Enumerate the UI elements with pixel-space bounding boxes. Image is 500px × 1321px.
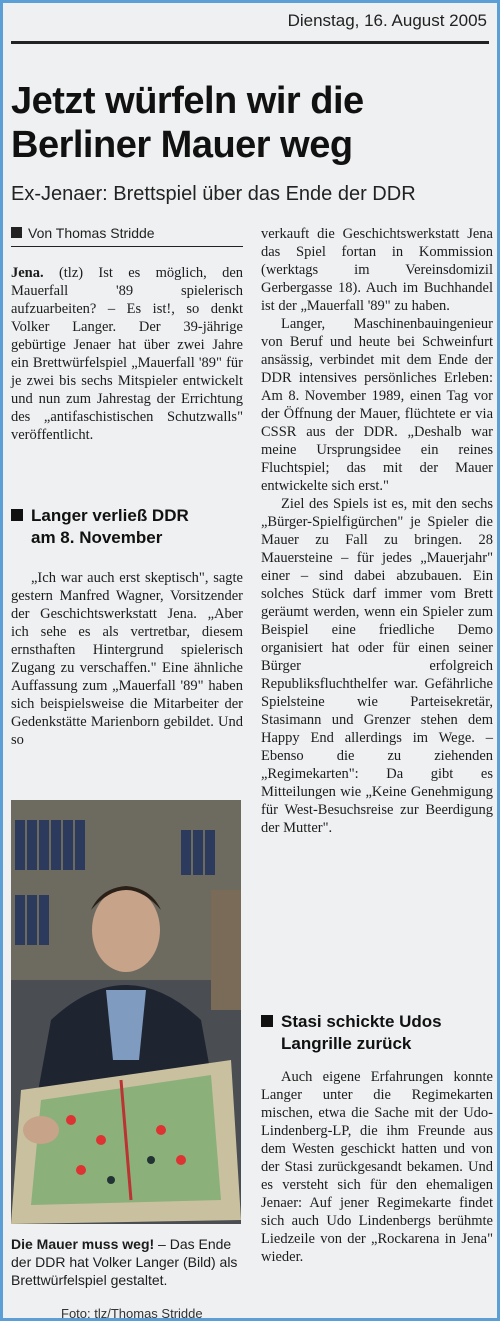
subheading-1-line-1: Langer verließ DDR bbox=[31, 506, 189, 525]
column-2-paragraph-4: Auch eigene Erfahrungen konnte Langer unter die Regimekarten mischen, etwa die Sache mit der Udo-Lindenberg-LP, die ihm Freunde aus dem Westen geschickt hatten und von der Stasi zurückgesandt bekamen. Und es versteht sich für den ehemaligen Jenaer: Auf jener Regimekarte findet sich auch Udo Lindenbergs berühmte Liedzeile von der „Rockarena in Jena" wieder. bbox=[261, 1069, 493, 1265]
subheading-1 bbox=[11, 505, 241, 549]
article-photo bbox=[11, 800, 241, 1224]
subheading-2 bbox=[261, 1011, 491, 1055]
header-rule bbox=[11, 41, 489, 44]
photo-illustration bbox=[11, 800, 241, 1224]
byline-rule bbox=[11, 246, 243, 247]
caption-title: Die Mauer muss weg! bbox=[11, 1236, 155, 1252]
intro-paragraph bbox=[11, 264, 243, 444]
column-2-paragraph-3: Ziel des Spiels ist es, mit den sechs „Bürger-Spielfigürchen" je Spieler die Mauer zu Fall zu bringen. 28 Mauersteine – für jedes „Mauerjahr" einer – sind dabei abzubauen. Ein solches Stück darf immer vom Brett geräumt werden, wenn ein Spieler zum Beispiel eine friedliche Demo organisiert hat oder für einen seiner Bürger erfolgreich Republiksfluchthelfer war. Gefährliche Spielsteine wie Parteisekretär, Stasimann und Grenzer stehen dem Happy End allerdings im Wege. – Ebenso die zu ziehenden „Regimekarten": Da gibt es Mitteilungen wie „Keine Genehmigung für West-Besuchsreise zur Beerdigung der Mutter". bbox=[261, 496, 493, 836]
subheading-2-line-1: Stasi schickte Udos bbox=[281, 1012, 442, 1031]
square-bullet-icon bbox=[11, 509, 23, 521]
paragraph-2-text: „Ich war auch erst skeptisch", sagte gestern Manfred Wagner, Vorsitzender der Geschichtswerkstatt Jena. „Aber ich sehe es als vertretbar, diesem ernsthaften Hintergrund spielerisch Zugang zu verschaffen." Eine ähnliche Auffassung zum „Mauerfall '89" haben sich beispielsweise die Mitarbeiter der Gedenkstätte Marienborn gebildet. Und so bbox=[11, 570, 243, 748]
paragraph-2 bbox=[11, 569, 243, 749]
column-2-text bbox=[261, 225, 493, 837]
caption-text: – Das Ende der DDR hat Volker Langer (Bild) als Brettwürfelspiel gestaltet. bbox=[11, 1236, 238, 1288]
intro-text: (tlz) Ist es möglich, den Mauerfall '89 spielerisch aufzuarbeiten? – Es ist!, so denkt Volker Langer. Der 39-jährige gebürtige Jenaer hat über zwei Jahre ein Brettwürfelspiel „Mauerfall '89" für je zwei bis sechs Mitspieler entwickelt und nun zum Jahrestag der Errichtung des „antifaschistischen Schutzwalls" veröffentlicht. bbox=[11, 265, 243, 443]
publication-date: Dienstag, 16. August 2005 bbox=[287, 11, 487, 30]
headline-line-1: Jetzt würfeln wir die bbox=[11, 80, 364, 122]
photo-credit: Foto: tlz/Thomas Stridde bbox=[61, 1306, 203, 1321]
column-2-paragraph-2: Langer, Maschinenbauingenieur von Beruf und heute bei Schweinfurt ansässig, verbindet mit dem Ende der DDR intensives persönliches Erleben: Am 8. November 1989, einen Tag vor der Öffnung der Mauer, flüchtete er via CSSR aus der DDR. „Deshalb war meine Ursprungsidee ein reines Fluchtspiel; das mit der Mauer entwickelte sich erst." bbox=[261, 316, 493, 494]
headline bbox=[11, 79, 491, 167]
subheadline: Ex-Jenaer: Brettspiel über das Ende der DDR bbox=[11, 183, 416, 205]
square-bullet-icon bbox=[261, 1015, 273, 1027]
subheading-1-line-2: am 8. November bbox=[31, 528, 163, 547]
dateline: Jena. bbox=[11, 265, 44, 281]
author-byline bbox=[11, 225, 155, 241]
author-name: Von Thomas Stridde bbox=[28, 225, 155, 241]
headline-line-2: Berliner Mauer weg bbox=[11, 124, 353, 166]
column-2-paragraph-1: verkauft die Geschichtswerkstatt Jena das Spiel fortan in Kommission (werktags im Vereinsdomizil Gerbergasse 18). Auch im Buchhandel ist der „Mauerfall '89" zu haben. bbox=[261, 226, 493, 314]
subheading-2-line-2: Langrille zurück bbox=[281, 1034, 412, 1053]
photo-caption bbox=[11, 1235, 243, 1289]
column-2-final-paragraph bbox=[261, 1068, 493, 1266]
